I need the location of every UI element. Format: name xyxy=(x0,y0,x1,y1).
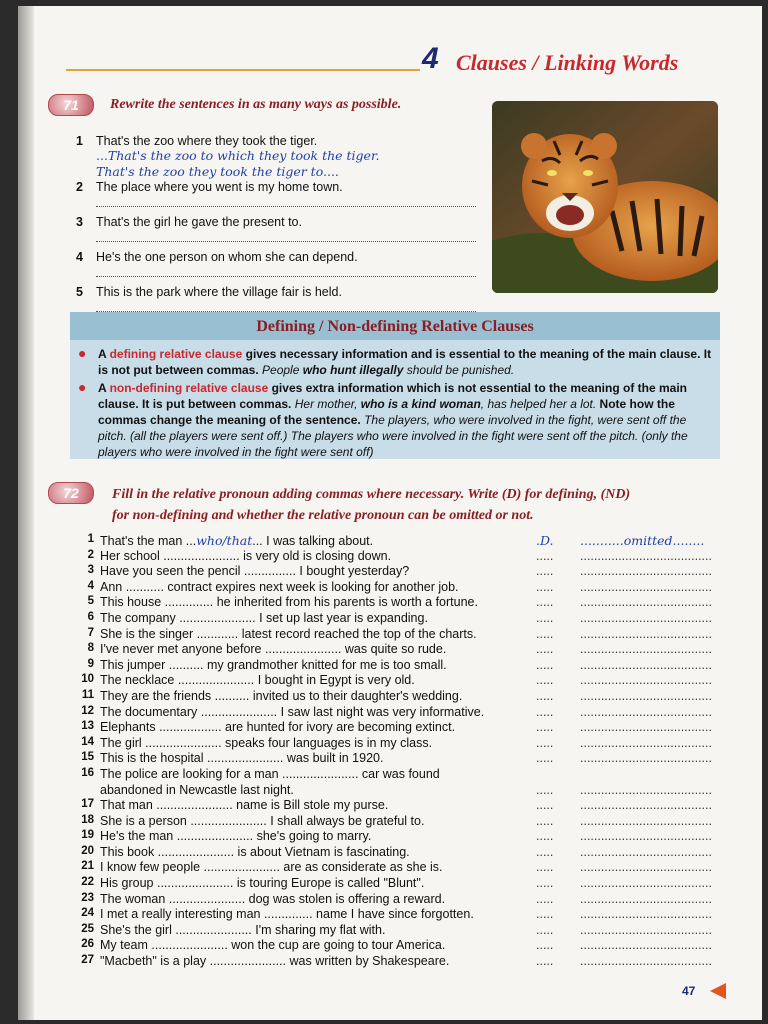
sentence-text: Her school ...................... is very old is closing down. xyxy=(100,548,392,563)
omit-answer-field[interactable]: ...................................... xyxy=(580,891,712,906)
item-number: 24 xyxy=(81,907,94,920)
sentence-text: They are the friends .......... invited us to their daughter's wedding. xyxy=(100,688,463,703)
tiger-photo xyxy=(492,101,718,293)
ex72-row xyxy=(74,798,724,814)
page-number: 47 xyxy=(682,984,696,998)
ex72-row xyxy=(74,533,724,549)
type-answer-field[interactable]: ..... xyxy=(536,595,554,610)
type-answer-field[interactable]: ..... xyxy=(536,829,554,844)
type-answer-field[interactable]: ..... xyxy=(536,954,554,969)
grammar-box-title: Defining / Non-defining Relative Clauses xyxy=(70,312,720,340)
item-number: 22 xyxy=(81,876,94,889)
sentence-text: I met a really interesting man .............. name I have since forgotten. xyxy=(100,907,474,922)
type-answer-field[interactable]: ..... xyxy=(536,564,554,579)
omit-answer-field[interactable]: ...................................... xyxy=(580,938,712,953)
type-answer-field[interactable]: ..... xyxy=(536,782,554,797)
item-number: 19 xyxy=(81,829,94,842)
ex71-item-2: 2 The place where you went is my home town. xyxy=(76,180,343,194)
item-number: 14 xyxy=(81,735,94,748)
item-number: 20 xyxy=(81,844,94,857)
bullet-icon: ● xyxy=(78,379,87,395)
header-rule xyxy=(66,69,420,71)
ex72-row xyxy=(74,627,724,643)
type-answer-field[interactable]: ..... xyxy=(536,798,554,813)
omit-answer-field[interactable]: ...................................... xyxy=(580,642,712,657)
sentence-text: I've never met anyone before ...................... was quite so rude. xyxy=(100,642,447,657)
ex72-row xyxy=(74,549,724,565)
item-number: 15 xyxy=(81,751,94,764)
exercise-72-list xyxy=(74,533,724,970)
exercise-71-list xyxy=(76,134,488,312)
type-answer-field[interactable]: ..... xyxy=(536,610,554,625)
omit-answer-field[interactable]: ...................................... xyxy=(580,751,712,766)
textbook-page xyxy=(18,6,762,1020)
chapter-number: 4 xyxy=(422,42,439,75)
type-answer-field[interactable]: ..... xyxy=(536,657,554,672)
ex72-row xyxy=(74,954,724,970)
type-answer-field[interactable]: ..... xyxy=(536,579,554,594)
omit-answer-field[interactable]: ...................................... xyxy=(580,876,712,891)
sentence-text: This house .............. he inherited from his parents is worth a fortune. xyxy=(100,595,478,610)
ex72-row xyxy=(74,923,724,939)
type-answer-field[interactable]: ..... xyxy=(536,938,554,953)
ex71-item-4: 4 He's the one person on whom she can depend. xyxy=(76,250,358,264)
sentence-text: "Macbeth" is a play ...................... was written by Shakespeare. xyxy=(100,954,450,969)
type-answer-field[interactable]: ..... xyxy=(536,704,554,719)
item-number: 4 xyxy=(87,579,94,592)
ex71-item-1: 1 That's the zoo where they took the tiger. ...That's the zoo to which they took the tiger. That's the zoo they took the tiger to.... xyxy=(76,134,488,180)
ex72-row xyxy=(74,845,724,861)
omit-answer-field[interactable]: ...................................... xyxy=(580,782,712,797)
book-spine xyxy=(18,6,34,1020)
ex72-row xyxy=(74,751,724,767)
item-number: 25 xyxy=(81,922,94,935)
omit-answer-field[interactable]: ...................................... xyxy=(580,829,712,844)
item-number: 21 xyxy=(81,860,94,873)
arrow-left-icon xyxy=(710,983,726,999)
item-number: 8 xyxy=(87,642,94,655)
ex72-row xyxy=(74,892,724,908)
omit-answer-field[interactable]: ...................................... xyxy=(580,688,712,703)
type-answer-field[interactable]: ..... xyxy=(536,673,554,688)
ex72-row xyxy=(74,611,724,627)
item-number: 13 xyxy=(81,720,94,733)
omit-answer-field[interactable]: ...................................... xyxy=(580,564,712,579)
omit-answer-field[interactable]: ...................................... xyxy=(580,704,712,719)
ex72-row xyxy=(74,938,724,954)
answer-line[interactable] xyxy=(96,266,476,277)
ex72-row xyxy=(74,783,724,799)
sentence-text: That's the man ...who/that... I was talking about. xyxy=(100,533,374,548)
sentence-text: The necklace ...................... I bought in Egypt is very old. xyxy=(100,673,415,688)
ex71-item-5: 5 This is the park where the village fair is held. xyxy=(76,285,342,299)
omit-answer-field[interactable]: ...................................... xyxy=(580,657,712,672)
sentence-text: I know few people ...................... are as considerate as she is. xyxy=(100,860,443,875)
ex72-row xyxy=(74,767,724,783)
exercise-71-badge: 71 xyxy=(48,94,94,116)
rule-defining: ● A defining relative clause gives necessary information and is essential to the meaning of the main clause. It is not put between commas. People who hunt illegally should be punished. xyxy=(78,345,712,377)
ex72-row xyxy=(74,595,724,611)
rule-non-defining: ● A non-defining relative clause gives extra information which is not essential to the meaning of the main clause. It is put between commas. Her mother, who is a kind woman, has helped her a lot. Note how the commas change the meaning of the sentence. The players, who were involved in the fight, were sent off the pitch. (all the players were sent off.) The players who were involved in the fight were sent off the pitch. (only the players who were involved in the fight were sent off) xyxy=(78,379,688,459)
sentence-text: The girl ...................... speaks four languages is in my class. xyxy=(100,735,433,750)
type-answer-field[interactable]: ..... xyxy=(536,876,554,891)
ex72-row xyxy=(74,876,724,892)
omit-answer-field[interactable]: ...................................... xyxy=(580,922,712,937)
sentence-text: This is the hospital ...................... was built in 1920. xyxy=(100,751,384,766)
ex72-row xyxy=(74,564,724,580)
sentence-text: The police are looking for a man ...................... car was found xyxy=(100,766,440,781)
grammar-box xyxy=(70,312,720,459)
item-number: 16 xyxy=(81,766,94,779)
sentence-text: He's the man ...................... she's going to marry. xyxy=(100,829,372,844)
omit-answer-field[interactable]: ...................................... xyxy=(580,720,712,735)
sentence-text: The company ...................... I set up last year is expanding. xyxy=(100,610,428,625)
sentence-text: That man ...................... name is Bill stole my purse. xyxy=(100,798,389,813)
item-number: 5 xyxy=(87,595,94,608)
item-number: 18 xyxy=(81,813,94,826)
item-number: 3 xyxy=(87,564,94,577)
omit-answer-field[interactable]: ...................................... xyxy=(580,626,712,641)
type-answer-field[interactable]: ..... xyxy=(536,922,554,937)
item-number: 12 xyxy=(81,704,94,717)
omit-answer-field[interactable]: ...................................... xyxy=(580,954,712,969)
sentence-text: She's the girl ...................... I'm sharing my flat with. xyxy=(100,922,386,937)
bullet-icon: ● xyxy=(78,345,87,361)
item-number: 27 xyxy=(81,954,94,967)
type-answer-field[interactable]: ..... xyxy=(536,735,554,750)
sentence-text: Ann ........... contract expires next week is looking for another job. xyxy=(100,579,459,594)
item-number: 7 xyxy=(87,626,94,639)
ex72-row xyxy=(74,736,724,752)
item-number: 1 xyxy=(87,533,94,545)
sentence-text: This jumper .......... my grandmother knitted for me is too small. xyxy=(100,657,447,672)
exercise-72-badge: 72 xyxy=(48,482,94,504)
ex71-answer-1a: ...That's the zoo to which they took the tiger. xyxy=(96,148,380,163)
ex71-answer-1b: That's the zoo they took the tiger to.... xyxy=(96,164,339,179)
item-number: 23 xyxy=(81,891,94,904)
type-answer-field[interactable]: ..... xyxy=(536,907,554,922)
answer-line[interactable] xyxy=(96,196,476,207)
type-answer-field[interactable]: ..... xyxy=(536,626,554,641)
sentence-text: The documentary ...................... I saw last night was very informative. xyxy=(100,704,485,719)
ex71-item-3: 3 That's the girl he gave the present to. xyxy=(76,215,302,229)
item-number: 26 xyxy=(81,938,94,951)
omit-answer-field[interactable]: ...................................... xyxy=(580,595,712,610)
omit-answer-field[interactable]: ...................................... xyxy=(580,579,712,594)
chapter-title: Clauses / Linking Words xyxy=(456,50,679,75)
item-number: 10 xyxy=(81,673,94,686)
ex72-row xyxy=(74,642,724,658)
omit-answer-field[interactable]: ...................................... xyxy=(580,813,712,828)
omit-answer-field[interactable]: ...................................... xyxy=(580,907,712,922)
ex72-row xyxy=(74,860,724,876)
ex72-row xyxy=(74,907,724,923)
type-answer-field[interactable]: ..... xyxy=(536,891,554,906)
type-answer-field[interactable]: ..... xyxy=(536,844,554,859)
sentence-text: My team ...................... won the cup are going to tour America. xyxy=(100,938,446,953)
ex72-row xyxy=(74,814,724,830)
exercise-71-instruction: Rewrite the sentences in as many ways as possible. xyxy=(110,97,402,112)
type-answer-field[interactable]: ..... xyxy=(536,720,554,735)
omit-answer-field[interactable]: ...........omitted........ xyxy=(580,533,705,548)
type-answer-field[interactable]: ..... xyxy=(536,813,554,828)
sentence-text: She is a person ...................... I shall always be grateful to. xyxy=(100,813,425,828)
item-number: 11 xyxy=(81,688,94,701)
ex72-row xyxy=(74,829,724,845)
omit-answer-field[interactable]: ...................................... xyxy=(580,735,712,750)
answer-line[interactable] xyxy=(96,301,476,312)
item-number: 6 xyxy=(87,610,94,623)
omit-answer-field[interactable]: ...................................... xyxy=(580,798,712,813)
sentence-text: The woman ...................... dog was stolen is offering a reward. xyxy=(100,891,446,906)
ex72-row xyxy=(74,689,724,705)
omit-answer-field[interactable]: ...................................... xyxy=(580,548,712,563)
ex72-row xyxy=(74,658,724,674)
sentence-text: She is the singer ............ latest record reached the top of the charts. xyxy=(100,626,477,641)
item-number: 9 xyxy=(87,657,94,670)
type-answer-field[interactable]: ..... xyxy=(536,860,554,875)
sentence-text: Elephants .................. are hunted for ivory are becoming extinct. xyxy=(100,720,456,735)
item-number: 2 xyxy=(87,548,94,561)
ex72-row xyxy=(74,673,724,689)
item-number: 17 xyxy=(81,798,94,811)
sentence-text: His group ...................... is touring Europe is called "Blunt". xyxy=(100,876,425,891)
exercise-72-instruction-2: for non-defining and whether the relative pronoun can be omitted or not. xyxy=(112,508,534,523)
ex72-row xyxy=(74,705,724,721)
sentence-text: abandoned in Newcastle last night. xyxy=(100,782,294,797)
sentence-text: Have you seen the pencil ............... I bought yesterday? xyxy=(100,564,410,579)
exercise-72-instruction-1: Fill in the relative pronoun adding commas where necessary. Write (D) for defining, (ND) xyxy=(112,487,631,502)
omit-answer-field[interactable]: ...................................... xyxy=(580,610,712,625)
type-answer-field[interactable]: .D. xyxy=(536,533,554,548)
ex72-row xyxy=(74,720,724,736)
type-answer-field[interactable]: ..... xyxy=(536,548,554,563)
type-answer-field[interactable]: ..... xyxy=(536,642,554,657)
omit-answer-field[interactable]: ...................................... xyxy=(580,860,712,875)
sentence-text: This book ...................... is about Vietnam is fascinating. xyxy=(100,844,410,859)
omit-answer-field[interactable]: ...................................... xyxy=(580,844,712,859)
answer-line[interactable] xyxy=(96,231,476,242)
omit-answer-field[interactable]: ...................................... xyxy=(580,673,712,688)
type-answer-field[interactable]: ..... xyxy=(536,751,554,766)
type-answer-field[interactable]: ..... xyxy=(536,688,554,703)
ex72-row xyxy=(74,580,724,596)
